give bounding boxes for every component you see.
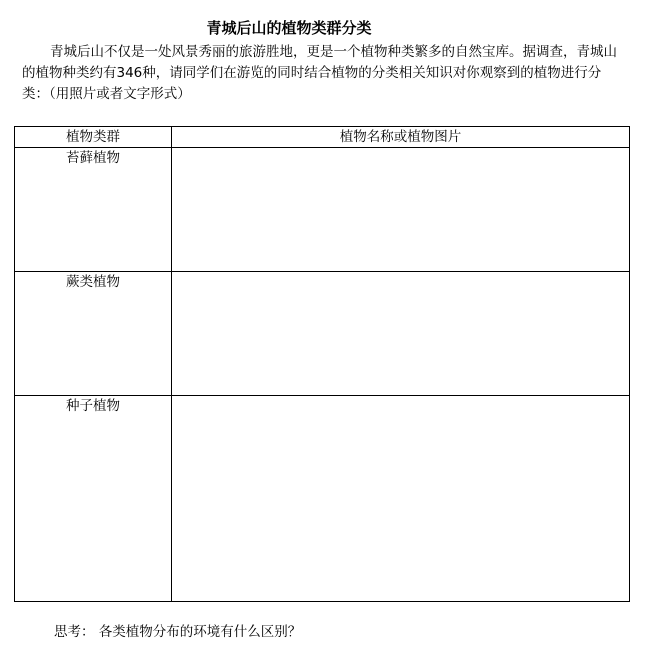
table-row	[15, 396, 630, 602]
header-plant-group: 植物类群	[15, 127, 172, 148]
table-row	[15, 148, 630, 272]
reflection-question: 思考： 各类植物分布的环境有什么区别？	[54, 624, 302, 640]
header-plant-name-or-photo: 植物名称或植物图片	[172, 127, 630, 148]
entry-cell-ferns[interactable]	[172, 272, 630, 396]
intro-paragraph: 青城后山不仅是一处风景秀丽的旅游胜地，更是一个植物种类繁多的自然宝库。据调查，青城山的植物种类约有346种，请同学们在游览的同时结合植物的分类相关知识对你观察到的植物进行分类：（用照片或者文字形式）	[22, 44, 617, 102]
table-row	[15, 272, 630, 396]
entry-cell-seed-plants[interactable]	[172, 396, 630, 602]
row-label-seed-plants: 种子植物	[15, 396, 172, 602]
plant-classification-table	[14, 126, 630, 602]
entry-cell-bryophytes[interactable]	[172, 148, 630, 272]
table-header-row	[15, 127, 630, 148]
row-label-ferns: 蕨类植物	[15, 272, 172, 396]
page-title: 青城后山的植物类群分类	[206, 19, 372, 37]
row-label-bryophytes: 苔藓植物	[15, 148, 172, 272]
